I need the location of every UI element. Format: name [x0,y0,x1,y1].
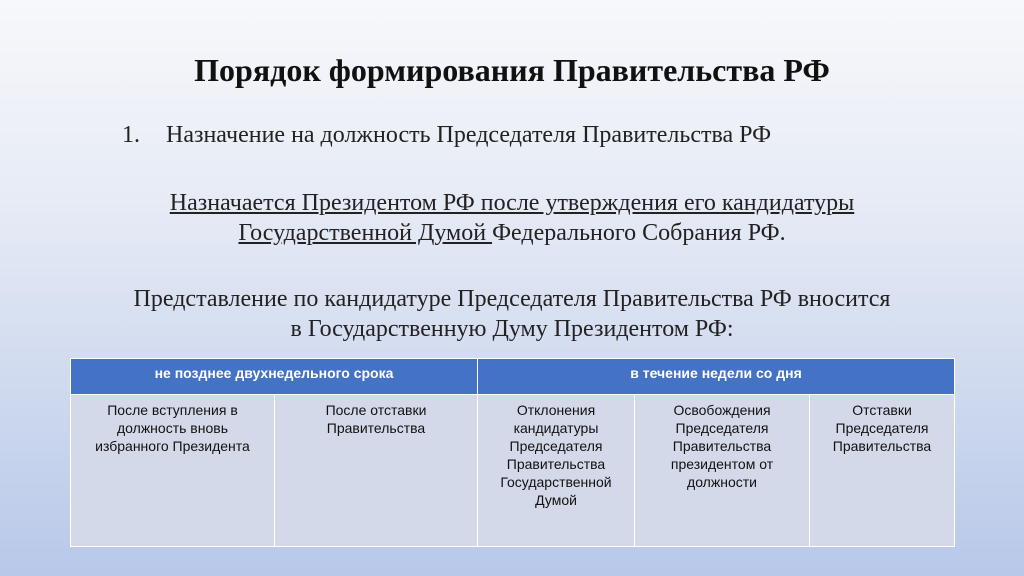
submission-paragraph [0,284,1024,344]
slide-title: Порядок формирования Правительства РФ [194,52,830,88]
appointment-underlined-line2: Государственной Думой [238,220,493,246]
cell-chairman-resignation: Отставки Председателя Правительства [810,395,955,547]
submission-line1: Представление по кандидатуре Председателя Правительства РФ вносится [133,286,891,312]
cell-government-resignation: После отставки Правительства [275,395,478,547]
cell-new-president: После вступления в должность вновь избранного Президента [71,395,275,547]
header-one-week-deadline: в течение недели со дня [478,359,955,395]
table-row [71,395,955,547]
appointment-underlined-line1: Назначается Президентом РФ после утверждения его кандидатуры [169,190,855,216]
header-two-week-deadline: не позднее двухнедельного срока [71,359,478,395]
deadlines-table [70,358,955,547]
appointment-rest: Федерального Собрания РФ. [492,220,786,246]
cell-dismissal-by-president: Освобождения Председателя Правительства президентом от должности [635,395,810,547]
appointment-paragraph [0,188,1024,248]
list-item-number: 1. [122,122,140,148]
cell-duma-rejection: Отклонения кандидатуры Председателя Правительства Государственной Думой [478,395,635,547]
submission-line2: в Государственную Думу Президентом РФ: [290,316,734,342]
list-item-text: Назначение на должность Председателя Правительства РФ [166,122,772,148]
numbered-list-item [122,122,771,149]
table-header-row [71,359,955,395]
